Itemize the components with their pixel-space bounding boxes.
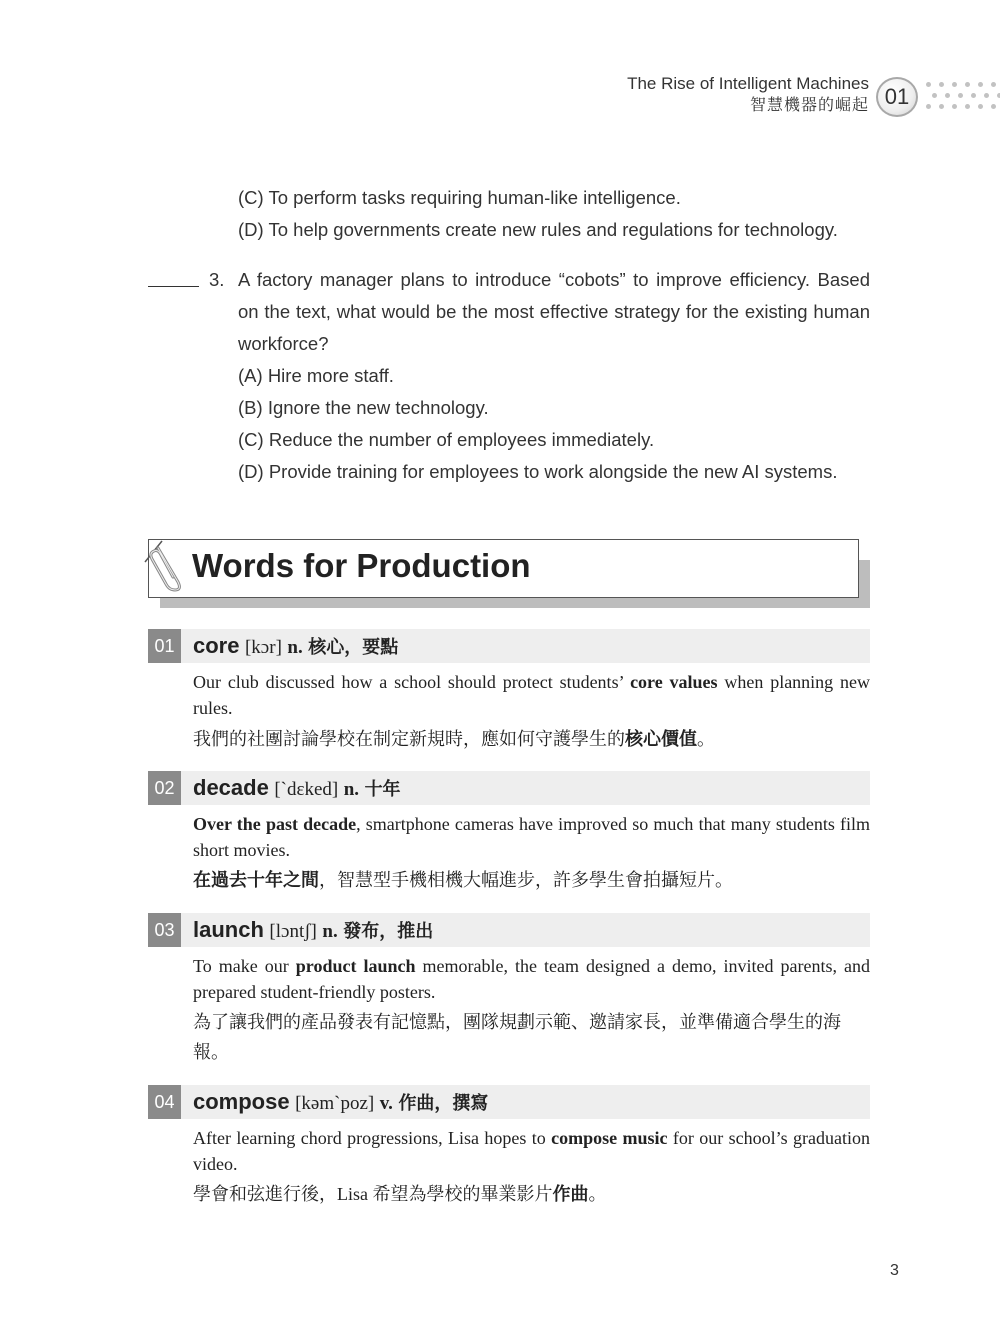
question-number: 3. — [209, 269, 225, 290]
vocab-ipa: [kɔr] — [244, 637, 282, 658]
paperclip-icon — [144, 540, 190, 592]
vocab-example-zh: 我們的社團討論學校在制定新規時，應如何守護學生的核心價值。 — [193, 729, 715, 749]
vocab-number: 03 — [148, 913, 181, 947]
section-title: Words for Production — [192, 547, 531, 584]
vocab-ipa: [`dɛked] — [274, 779, 339, 800]
chapter-title-en: The Rise of Intelligent Machines — [627, 74, 869, 93]
option-d: (D) Provide training for employees to work alongside the new AI systems. — [238, 461, 838, 482]
vocab-pos: n. — [322, 921, 338, 942]
vocab-example-en: To make our product launch memorable, the team designed a demo, invited parents, and prepared student-friendly posters. — [193, 956, 871, 1002]
chapter-number-badge: 01 — [876, 77, 918, 117]
vocab-ipa: [lɔntʃ] — [269, 921, 317, 942]
vocab-pos: n. — [343, 779, 360, 800]
answer-blank[interactable] — [148, 286, 199, 287]
vocab-meaning: 核心，要點 — [308, 637, 399, 657]
vocab-word: compose — [193, 1089, 290, 1114]
option-c: (C) To perform tasks requiring human-like intelligence. — [238, 187, 681, 208]
question-text: A factory manager plans to introduce “cobots” to improve efficiency. Based on the text, what would be the most effective strategy for the existing human workforce? — [238, 269, 870, 354]
vocab-word: launch — [193, 917, 264, 942]
vocab-meaning: 作曲，撰寫 — [398, 1093, 489, 1113]
vocab-example-zh: 學會和弦進行後，Lisa 希望為學校的畢業影片作曲。 — [193, 1184, 607, 1204]
vocab-entry-header — [148, 1085, 870, 1119]
option-c: (C) Reduce the number of employees immediately. — [238, 429, 655, 450]
vocab-number: 02 — [148, 771, 181, 805]
vocab-number: 01 — [148, 629, 181, 663]
decorative-dots-icon — [926, 82, 1000, 112]
vocab-pos: n. — [287, 637, 303, 658]
vocab-meaning: 發布，推出 — [343, 921, 434, 941]
vocab-entry-header — [148, 771, 870, 805]
vocab-meaning: 十年 — [364, 779, 401, 799]
option-b: (B) Ignore the new technology. — [238, 397, 489, 418]
option-a: (A) Hire more staff. — [238, 365, 394, 386]
chapter-title — [627, 73, 869, 117]
vocab-example-en: Our club discussed how a school should protect students’ core values when planning new rules. — [193, 672, 870, 718]
vocab-word: core — [193, 633, 240, 658]
chapter-title-zh: 智慧機器的崛起 — [749, 97, 869, 114]
vocab-entry-header — [148, 629, 870, 663]
vocab-pos: v. — [379, 1093, 393, 1114]
vocab-word: decade — [193, 775, 269, 800]
vocab-entry-header — [148, 913, 870, 947]
vocab-example-en: Over the past decade, smartphone cameras have improved so much that many students film short movies. — [193, 814, 870, 860]
page-number: 3 — [890, 1262, 899, 1279]
vocab-example-zh: 在過去十年之間，智慧型手機相機大幅進步，許多學生會拍攝短片。 — [193, 870, 733, 890]
vocab-example-zh: 為了讓我們的產品發表有記憶點，團隊規劃示範、邀請家長，並準備適合學生的海報。 — [193, 1012, 841, 1062]
vocab-ipa: [kəm`poz] — [295, 1093, 375, 1114]
option-d: (D) To help governments create new rules and regulations for technology. — [238, 219, 838, 240]
vocab-number: 04 — [148, 1085, 181, 1119]
vocab-example-en: After learning chord progressions, Lisa hopes to compose music for our school’s graduation video. — [193, 1128, 870, 1174]
